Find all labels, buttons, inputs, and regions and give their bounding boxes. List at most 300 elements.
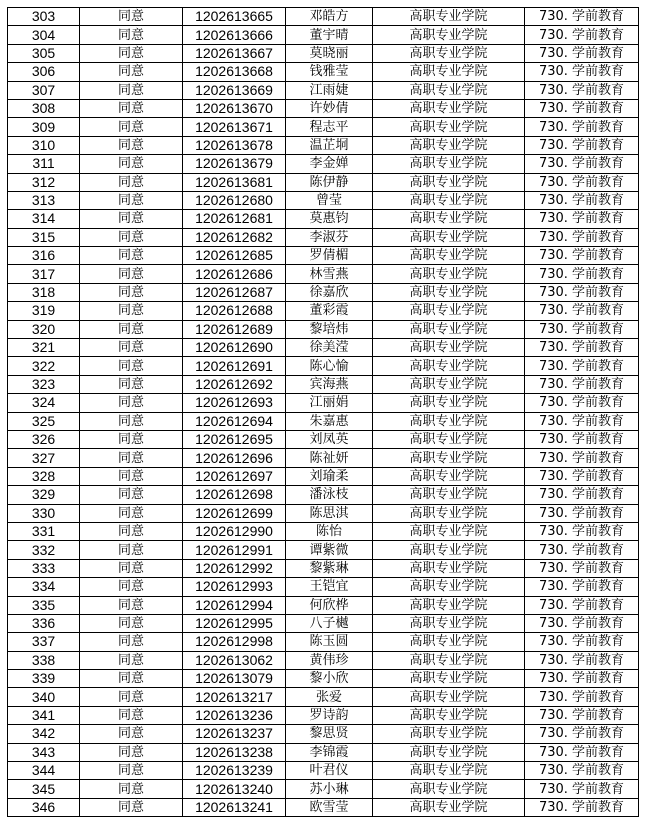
approval-status-cell: 同意 — [80, 522, 183, 540]
approval-status-cell: 同意 — [80, 247, 183, 265]
college-cell: 高职专业学院 — [373, 8, 525, 26]
row-number-cell: 338 — [8, 651, 80, 669]
table-row — [8, 99, 639, 117]
college-cell: 高职专业学院 — [373, 780, 525, 798]
approval-status-cell: 同意 — [80, 375, 183, 393]
approval-status-cell: 同意 — [80, 357, 183, 375]
major-cell: 730. 学前教育 — [525, 265, 639, 283]
major-cell: 730. 学前教育 — [525, 596, 639, 614]
college-cell: 高职专业学院 — [373, 26, 525, 44]
student-id-cell: 1202612992 — [183, 559, 286, 577]
student-id-cell: 1202613679 — [183, 155, 286, 173]
table-row — [8, 26, 639, 44]
table-row — [8, 155, 639, 173]
student-id-cell: 1202612696 — [183, 449, 286, 467]
row-number-cell: 345 — [8, 780, 80, 798]
student-id-cell: 1202613237 — [183, 725, 286, 743]
table-row — [8, 706, 639, 724]
table-row — [8, 118, 639, 136]
row-number-cell: 346 — [8, 798, 80, 816]
major-cell: 730. 学前教育 — [525, 320, 639, 338]
approval-status-cell: 同意 — [80, 596, 183, 614]
table-row — [8, 339, 639, 357]
row-number-cell: 320 — [8, 320, 80, 338]
row-number-cell: 313 — [8, 191, 80, 209]
row-number-cell: 312 — [8, 173, 80, 191]
major-cell: 730. 学前教育 — [525, 743, 639, 761]
row-number-cell: 343 — [8, 743, 80, 761]
row-number-cell: 318 — [8, 283, 80, 301]
table-row — [8, 449, 639, 467]
table-row — [8, 283, 639, 301]
student-name-cell: 李淑芬 — [286, 228, 373, 246]
major-cell: 730. 学前教育 — [525, 8, 639, 26]
college-cell: 高职专业学院 — [373, 228, 525, 246]
college-cell: 高职专业学院 — [373, 430, 525, 448]
approval-status-cell: 同意 — [80, 762, 183, 780]
row-number-cell: 315 — [8, 228, 80, 246]
table-row — [8, 670, 639, 688]
major-cell: 730. 学前教育 — [525, 614, 639, 632]
table-row — [8, 504, 639, 522]
student-name-cell: 黄伟珍 — [286, 651, 373, 669]
table-row — [8, 191, 639, 209]
approval-status-cell: 同意 — [80, 63, 183, 81]
college-cell: 高职专业学院 — [373, 688, 525, 706]
row-number-cell: 309 — [8, 118, 80, 136]
student-id-cell: 1202612689 — [183, 320, 286, 338]
row-number-cell: 323 — [8, 375, 80, 393]
row-number-cell: 324 — [8, 394, 80, 412]
student-name-cell: 陈伊静 — [286, 173, 373, 191]
college-cell: 高职专业学院 — [373, 504, 525, 522]
college-cell: 高职专业学院 — [373, 614, 525, 632]
student-name-cell: 陈祉妍 — [286, 449, 373, 467]
college-cell: 高职专业学院 — [373, 467, 525, 485]
student-name-cell: 陈思淇 — [286, 504, 373, 522]
college-cell: 高职专业学院 — [373, 578, 525, 596]
approval-status-cell: 同意 — [80, 725, 183, 743]
college-cell: 高职专业学院 — [373, 339, 525, 357]
approval-status-cell: 同意 — [80, 81, 183, 99]
college-cell: 高职专业学院 — [373, 320, 525, 338]
approval-status-cell: 同意 — [80, 173, 183, 191]
student-name-cell: 莫晓丽 — [286, 44, 373, 62]
table-row — [8, 136, 639, 154]
approval-status-cell: 同意 — [80, 26, 183, 44]
student-id-cell: 1202612998 — [183, 633, 286, 651]
major-cell: 730. 学前教育 — [525, 339, 639, 357]
table-row — [8, 430, 639, 448]
table-row — [8, 559, 639, 577]
table-row — [8, 522, 639, 540]
major-cell: 730. 学前教育 — [525, 99, 639, 117]
college-cell: 高职专业学院 — [373, 762, 525, 780]
major-cell: 730. 学前教育 — [525, 762, 639, 780]
approval-status-cell: 同意 — [80, 394, 183, 412]
approval-status-cell: 同意 — [80, 706, 183, 724]
college-cell: 高职专业学院 — [373, 412, 525, 430]
student-id-cell: 1202613217 — [183, 688, 286, 706]
major-cell: 730. 学前教育 — [525, 522, 639, 540]
approval-status-cell: 同意 — [80, 670, 183, 688]
college-cell: 高职专业学院 — [373, 191, 525, 209]
student-approval-table — [7, 7, 639, 817]
table-row — [8, 798, 639, 816]
approval-status-cell: 同意 — [80, 798, 183, 816]
row-number-cell: 327 — [8, 449, 80, 467]
table-row — [8, 486, 639, 504]
row-number-cell: 305 — [8, 44, 80, 62]
student-id-cell: 1202612695 — [183, 430, 286, 448]
approval-status-cell: 同意 — [80, 614, 183, 632]
college-cell: 高职专业学院 — [373, 210, 525, 228]
student-id-cell: 1202612697 — [183, 467, 286, 485]
major-cell: 730. 学前教育 — [525, 283, 639, 301]
row-number-cell: 341 — [8, 706, 80, 724]
student-id-cell: 1202613678 — [183, 136, 286, 154]
student-name-cell: 莫惠钧 — [286, 210, 373, 228]
approval-status-cell: 同意 — [80, 99, 183, 117]
row-number-cell: 308 — [8, 99, 80, 117]
approval-status-cell: 同意 — [80, 228, 183, 246]
college-cell: 高职专业学院 — [373, 136, 525, 154]
approval-status-cell: 同意 — [80, 8, 183, 26]
major-cell: 730. 学前教育 — [525, 578, 639, 596]
college-cell: 高职专业学院 — [373, 725, 525, 743]
row-number-cell: 322 — [8, 357, 80, 375]
row-number-cell: 319 — [8, 302, 80, 320]
student-name-cell: 罗倩楣 — [286, 247, 373, 265]
row-number-cell: 332 — [8, 541, 80, 559]
table-row — [8, 81, 639, 99]
row-number-cell: 307 — [8, 81, 80, 99]
student-name-cell: 张爱 — [286, 688, 373, 706]
college-cell: 高职专业学院 — [373, 798, 525, 816]
student-id-cell: 1202612995 — [183, 614, 286, 632]
approval-status-cell: 同意 — [80, 504, 183, 522]
student-id-cell: 1202612685 — [183, 247, 286, 265]
college-cell: 高职专业学院 — [373, 375, 525, 393]
college-cell: 高职专业学院 — [373, 743, 525, 761]
student-name-cell: 陈心愉 — [286, 357, 373, 375]
student-name-cell: 徐美滢 — [286, 339, 373, 357]
approval-status-cell: 同意 — [80, 320, 183, 338]
table-row — [8, 596, 639, 614]
student-name-cell: 徐嘉欣 — [286, 283, 373, 301]
college-cell: 高职专业学院 — [373, 283, 525, 301]
student-name-cell: 董彩霞 — [286, 302, 373, 320]
major-cell: 730. 学前教育 — [525, 412, 639, 430]
major-cell: 730. 学前教育 — [525, 559, 639, 577]
major-cell: 730. 学前教育 — [525, 302, 639, 320]
student-id-cell: 1202613670 — [183, 99, 286, 117]
approval-status-cell: 同意 — [80, 265, 183, 283]
major-cell: 730. 学前教育 — [525, 504, 639, 522]
table-row — [8, 412, 639, 430]
approval-status-cell: 同意 — [80, 449, 183, 467]
table-row — [8, 780, 639, 798]
student-name-cell: 李金婵 — [286, 155, 373, 173]
table-row — [8, 8, 639, 26]
college-cell: 高职专业学院 — [373, 651, 525, 669]
row-number-cell: 303 — [8, 8, 80, 26]
college-cell: 高职专业学院 — [373, 522, 525, 540]
student-name-cell: 黎小欣 — [286, 670, 373, 688]
row-number-cell: 304 — [8, 26, 80, 44]
student-name-cell: 罗诗韵 — [286, 706, 373, 724]
student-name-cell: 王铠宜 — [286, 578, 373, 596]
row-number-cell: 326 — [8, 430, 80, 448]
student-name-cell: 钱雅莹 — [286, 63, 373, 81]
row-number-cell: 321 — [8, 339, 80, 357]
row-number-cell: 328 — [8, 467, 80, 485]
student-name-cell: 陈怡 — [286, 522, 373, 540]
major-cell: 730. 学前教育 — [525, 210, 639, 228]
approval-status-cell: 同意 — [80, 559, 183, 577]
student-id-cell: 1202613667 — [183, 44, 286, 62]
student-id-cell: 1202612680 — [183, 191, 286, 209]
row-number-cell: 314 — [8, 210, 80, 228]
college-cell: 高职专业学院 — [373, 706, 525, 724]
student-id-cell: 1202612681 — [183, 210, 286, 228]
table-row — [8, 228, 639, 246]
table-row — [8, 320, 639, 338]
college-cell: 高职专业学院 — [373, 394, 525, 412]
row-number-cell: 344 — [8, 762, 80, 780]
student-name-cell: 朱嘉惠 — [286, 412, 373, 430]
major-cell: 730. 学前教育 — [525, 486, 639, 504]
college-cell: 高职专业学院 — [373, 449, 525, 467]
student-name-cell: 程志平 — [286, 118, 373, 136]
student-id-cell: 1202612691 — [183, 357, 286, 375]
college-cell: 高职专业学院 — [373, 541, 525, 559]
table-row — [8, 578, 639, 596]
major-cell: 730. 学前教育 — [525, 688, 639, 706]
student-id-cell: 1202612698 — [183, 486, 286, 504]
student-name-cell: 邓皓方 — [286, 8, 373, 26]
table-row — [8, 743, 639, 761]
approval-status-cell: 同意 — [80, 651, 183, 669]
student-name-cell: 陈玉圆 — [286, 633, 373, 651]
table-row — [8, 762, 639, 780]
college-cell: 高职专业学院 — [373, 247, 525, 265]
row-number-cell: 316 — [8, 247, 80, 265]
student-id-cell: 1202612690 — [183, 339, 286, 357]
student-name-cell: 潘泳枝 — [286, 486, 373, 504]
approval-status-cell: 同意 — [80, 486, 183, 504]
student-id-cell: 1202612688 — [183, 302, 286, 320]
major-cell: 730. 学前教育 — [525, 780, 639, 798]
major-cell: 730. 学前教育 — [525, 357, 639, 375]
student-name-cell: 宾海燕 — [286, 375, 373, 393]
row-number-cell: 339 — [8, 670, 80, 688]
approval-status-cell: 同意 — [80, 283, 183, 301]
student-id-cell: 1202613239 — [183, 762, 286, 780]
table-row — [8, 375, 639, 393]
student-name-cell: 刘凤英 — [286, 430, 373, 448]
row-number-cell: 342 — [8, 725, 80, 743]
student-id-cell: 1202613241 — [183, 798, 286, 816]
college-cell: 高职专业学院 — [373, 155, 525, 173]
student-name-cell: 江丽娟 — [286, 394, 373, 412]
table-row — [8, 247, 639, 265]
major-cell: 730. 学前教育 — [525, 63, 639, 81]
row-number-cell: 337 — [8, 633, 80, 651]
student-id-cell: 1202613681 — [183, 173, 286, 191]
major-cell: 730. 学前教育 — [525, 228, 639, 246]
student-name-cell: 谭紫微 — [286, 541, 373, 559]
row-number-cell: 329 — [8, 486, 80, 504]
student-name-cell: 林雪燕 — [286, 265, 373, 283]
student-name-cell: 叶君仪 — [286, 762, 373, 780]
student-name-cell: 欧雪莹 — [286, 798, 373, 816]
table-row — [8, 210, 639, 228]
approval-status-cell: 同意 — [80, 743, 183, 761]
major-cell: 730. 学前教育 — [525, 247, 639, 265]
approval-status-cell: 同意 — [80, 155, 183, 173]
major-cell: 730. 学前教育 — [525, 394, 639, 412]
table-row — [8, 651, 639, 669]
major-cell: 730. 学前教育 — [525, 725, 639, 743]
major-cell: 730. 学前教育 — [525, 26, 639, 44]
table-row — [8, 614, 639, 632]
approval-status-cell: 同意 — [80, 44, 183, 62]
table-row — [8, 725, 639, 743]
student-id-cell: 1202613079 — [183, 670, 286, 688]
student-name-cell: 八子樾 — [286, 614, 373, 632]
table-row — [8, 633, 639, 651]
college-cell: 高职专业学院 — [373, 63, 525, 81]
row-number-cell: 310 — [8, 136, 80, 154]
major-cell: 730. 学前教育 — [525, 118, 639, 136]
major-cell: 730. 学前教育 — [525, 44, 639, 62]
college-cell: 高职专业学院 — [373, 670, 525, 688]
student-name-cell: 黎培炜 — [286, 320, 373, 338]
table-body — [8, 8, 639, 817]
student-name-cell: 许妙倩 — [286, 99, 373, 117]
row-number-cell: 335 — [8, 596, 80, 614]
table-row — [8, 357, 639, 375]
college-cell: 高职专业学院 — [373, 596, 525, 614]
row-number-cell: 325 — [8, 412, 80, 430]
major-cell: 730. 学前教育 — [525, 467, 639, 485]
major-cell: 730. 学前教育 — [525, 81, 639, 99]
major-cell: 730. 学前教育 — [525, 541, 639, 559]
table-row — [8, 394, 639, 412]
student-id-cell: 1202613062 — [183, 651, 286, 669]
student-name-cell: 温芷垌 — [286, 136, 373, 154]
approval-status-cell: 同意 — [80, 191, 183, 209]
table-row — [8, 63, 639, 81]
student-name-cell: 曾莹 — [286, 191, 373, 209]
row-number-cell: 331 — [8, 522, 80, 540]
table-row — [8, 44, 639, 62]
student-id-cell: 1202612687 — [183, 283, 286, 301]
student-name-cell: 董宇晴 — [286, 26, 373, 44]
table-row — [8, 302, 639, 320]
student-name-cell: 黎紫琳 — [286, 559, 373, 577]
college-cell: 高职专业学院 — [373, 173, 525, 191]
table-row — [8, 467, 639, 485]
college-cell: 高职专业学院 — [373, 302, 525, 320]
student-id-cell: 1202612692 — [183, 375, 286, 393]
row-number-cell: 306 — [8, 63, 80, 81]
major-cell: 730. 学前教育 — [525, 651, 639, 669]
student-id-cell: 1202612990 — [183, 522, 286, 540]
college-cell: 高职专业学院 — [373, 99, 525, 117]
student-id-cell: 1202613668 — [183, 63, 286, 81]
row-number-cell: 333 — [8, 559, 80, 577]
college-cell: 高职专业学院 — [373, 357, 525, 375]
student-name-cell: 黎思贤 — [286, 725, 373, 743]
table-row — [8, 265, 639, 283]
row-number-cell: 330 — [8, 504, 80, 522]
student-id-cell: 1202612694 — [183, 412, 286, 430]
student-id-cell: 1202612682 — [183, 228, 286, 246]
major-cell: 730. 学前教育 — [525, 633, 639, 651]
table-row — [8, 173, 639, 191]
row-number-cell: 311 — [8, 155, 80, 173]
row-number-cell: 317 — [8, 265, 80, 283]
student-name-cell: 刘瑜柔 — [286, 467, 373, 485]
student-id-cell: 1202612994 — [183, 596, 286, 614]
approval-status-cell: 同意 — [80, 430, 183, 448]
major-cell: 730. 学前教育 — [525, 706, 639, 724]
student-id-cell: 1202612699 — [183, 504, 286, 522]
major-cell: 730. 学前教育 — [525, 430, 639, 448]
major-cell: 730. 学前教育 — [525, 155, 639, 173]
approval-status-cell: 同意 — [80, 578, 183, 596]
student-id-cell: 1202612993 — [183, 578, 286, 596]
approval-status-cell: 同意 — [80, 302, 183, 320]
approval-status-cell: 同意 — [80, 210, 183, 228]
college-cell: 高职专业学院 — [373, 81, 525, 99]
student-id-cell: 1202613240 — [183, 780, 286, 798]
student-id-cell: 1202612686 — [183, 265, 286, 283]
student-name-cell: 李锦霞 — [286, 743, 373, 761]
approval-status-cell: 同意 — [80, 633, 183, 651]
college-cell: 高职专业学院 — [373, 265, 525, 283]
row-number-cell: 336 — [8, 614, 80, 632]
college-cell: 高职专业学院 — [373, 44, 525, 62]
row-number-cell: 340 — [8, 688, 80, 706]
major-cell: 730. 学前教育 — [525, 191, 639, 209]
student-name-cell: 何欣桦 — [286, 596, 373, 614]
approval-status-cell: 同意 — [80, 780, 183, 798]
row-number-cell: 334 — [8, 578, 80, 596]
approval-status-cell: 同意 — [80, 412, 183, 430]
student-name-cell: 江雨婕 — [286, 81, 373, 99]
approval-status-cell: 同意 — [80, 339, 183, 357]
student-id-cell: 1202613666 — [183, 26, 286, 44]
student-name-cell: 苏小琳 — [286, 780, 373, 798]
student-id-cell: 1202613669 — [183, 81, 286, 99]
approval-status-cell: 同意 — [80, 688, 183, 706]
student-id-cell: 1202613665 — [183, 8, 286, 26]
major-cell: 730. 学前教育 — [525, 136, 639, 154]
major-cell: 730. 学前教育 — [525, 670, 639, 688]
approval-status-cell: 同意 — [80, 118, 183, 136]
major-cell: 730. 学前教育 — [525, 375, 639, 393]
table-row — [8, 688, 639, 706]
table-row — [8, 541, 639, 559]
student-id-cell: 1202613236 — [183, 706, 286, 724]
college-cell: 高职专业学院 — [373, 118, 525, 136]
student-id-cell: 1202613671 — [183, 118, 286, 136]
student-id-cell: 1202612991 — [183, 541, 286, 559]
approval-status-cell: 同意 — [80, 136, 183, 154]
